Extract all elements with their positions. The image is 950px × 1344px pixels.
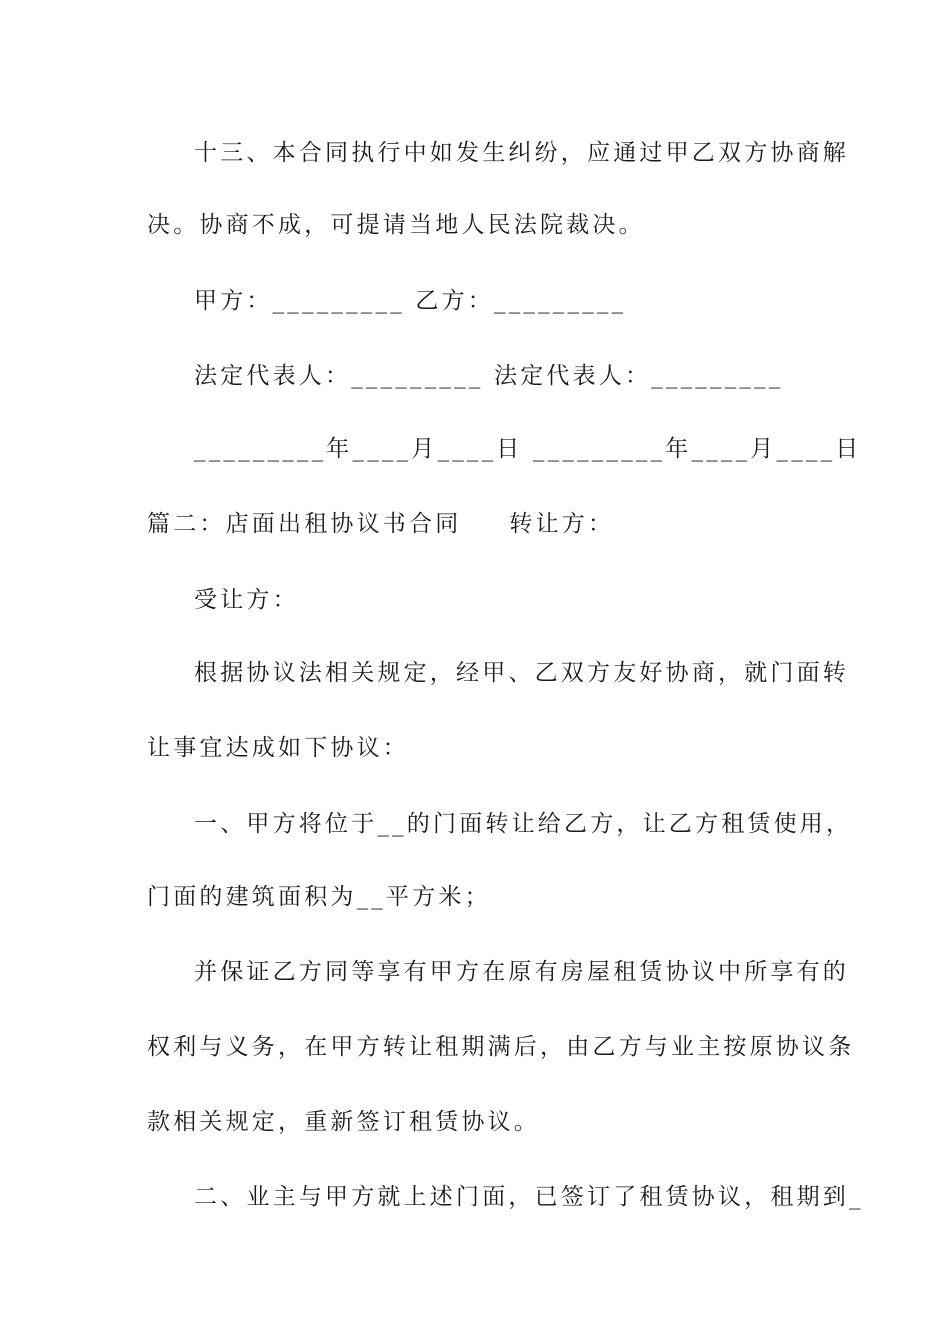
signature-date-line: _________年____月____日 _________年____月____日 xyxy=(194,436,862,462)
paragraph-line: 门面的建筑面积为__平方米； xyxy=(147,884,491,910)
paragraph-line: 款相关规定，重新签订租赁协议。 xyxy=(147,1109,540,1135)
clause-two-line: 二、业主与甲方就上述门面，已签订了租赁协议，租期到_ xyxy=(194,1184,864,1210)
paragraph-line: 让事宜达成如下协议： xyxy=(147,735,409,761)
paragraph-line: 并保证乙方同等享有甲方在原有房屋租赁协议中所享有的 xyxy=(194,959,849,985)
paragraph-line: 决。协商不成，可提请当地人民法院裁决。 xyxy=(147,212,645,238)
section-heading-line xyxy=(147,509,614,539)
paragraph-line: 十三、本合同执行中如发生纠纷，应通过甲乙双方协商解 xyxy=(194,140,849,166)
transferee-label: 受让方： xyxy=(194,587,299,613)
paragraph-line: 根据协议法相关规定，经甲、乙双方友好协商，就门面转 xyxy=(194,660,849,686)
clause-one-line: 一、甲方将位于__的门面转让给乙方，让乙方租赁使用， xyxy=(194,811,853,837)
paragraph-line: 权利与义务，在甲方转让租期满后，由乙方与业主按原协议条 xyxy=(147,1034,855,1060)
signature-party-line: 甲方：_________ 乙方：_________ xyxy=(194,288,627,314)
signature-representative-line: 法定代表人：_________ 法定代表人：_________ xyxy=(194,363,784,389)
section-title: 篇二：店面出租协议书合同 xyxy=(147,511,462,537)
transferor-label: 转让方： xyxy=(509,511,615,537)
